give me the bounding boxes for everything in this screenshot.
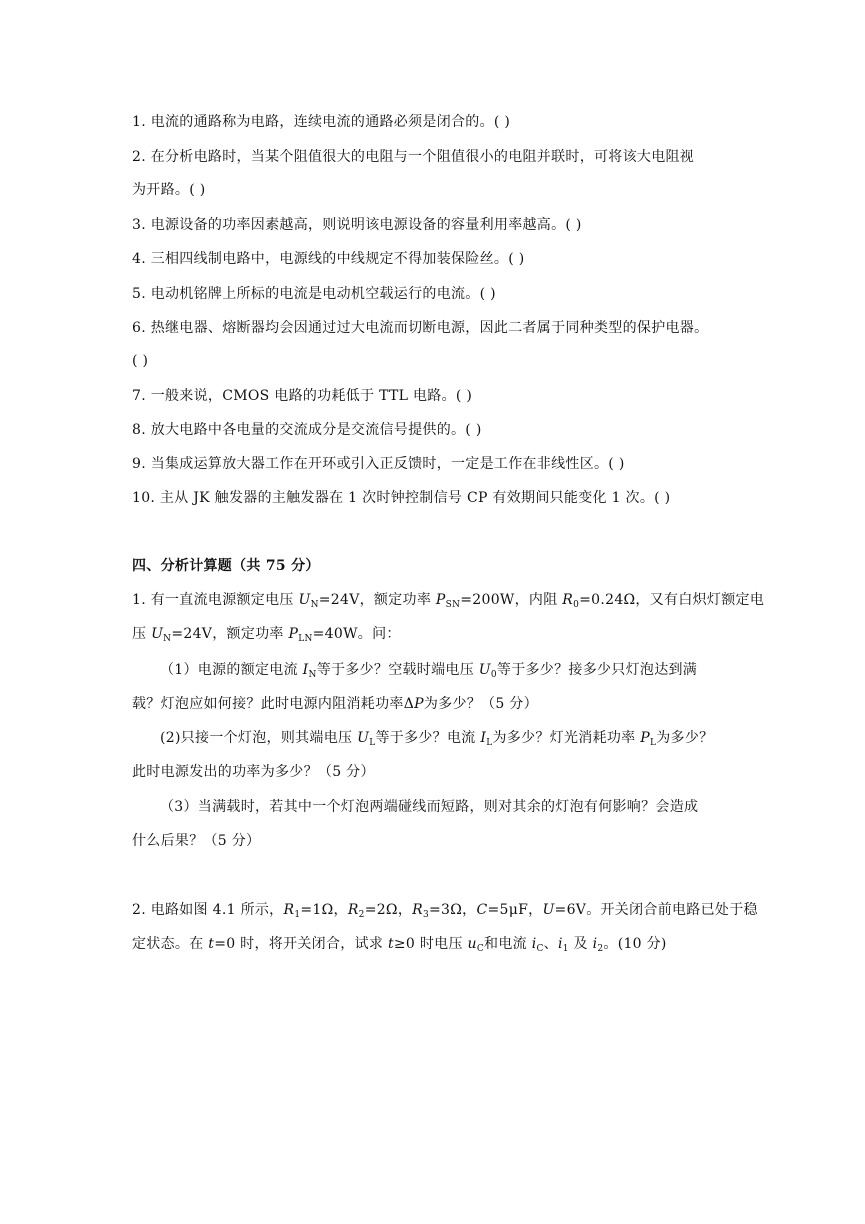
q2-line-1: 2. 电路如图 4.1 所示，$R_1=1\Omega$，$R_2=2\Omega$，$R_3=3\Omega$，C=5μF，U=6V。开关闭合前电路已处于稳 (132, 902, 758, 920)
judgement-item-2-line-1: 2. 在分析电路时，当某个阻值很大的电阻与一个阻值很小的电阻并联时，可将该大电阻视 (132, 149, 695, 165)
judgement-item-8: 8. 放大电路中各电量的交流成分是交流信号提供的。( ) (132, 422, 482, 438)
judgement-item-6-line-2: ( ) (132, 353, 149, 369)
q1-sub3-line-1: （3）当满载时，若其中一个灯泡两端碰线而短路，则对其余的灯泡有何影响？会造成 (160, 799, 699, 815)
q1-sub1-line-1: （1）电源的额定电流 $I_N$等于多少？空载时端电压 $U_0$等于多少？接多少只灯泡达到满 (160, 662, 698, 680)
q1-line-2: 压 $U_N=24V$，额定功率 $P_{LN}=40W$。问： (132, 626, 401, 644)
section-heading: 四、分析计算题（共 75 分） (132, 558, 320, 574)
judgement-item-2-line-2: 为开路。( ) (132, 182, 206, 198)
judgement-item-3: 3. 电源设备的功率因素越高，则说明该电源设备的容量利用率越高。( ) (132, 217, 582, 233)
judgement-item-6-line-1: 6. 热继电器、熔断器均会因通过过大电流而切断电源，因此二者属于同种类型的保护电器。 (132, 320, 709, 336)
judgement-item-7: 7. 一般来说，CMOS 电路的功耗低于 TTL 电路。( ) (132, 388, 473, 404)
q1-sub2-line-2: 此时电源发出的功率为多少？（5 分） (132, 764, 375, 780)
judgement-item-4: 4. 三相四线制电路中，电源线的中线规定不得加装保险丝。( ) (132, 251, 525, 267)
q2-line-2: 定状态。在 t=0 时，将开关闭合，试求 t≥0 时电压 $u_C$和电流 $i_C$、$i_1$ 及 $i_2$。(10 分) (132, 936, 667, 954)
judgement-item-10: 10. 主从 JK 触发器的主触发器在 1 次时钟控制信号 CP 有效期间只能变化 1 次。( ) (132, 490, 671, 506)
judgement-item-5: 5. 电动机铭牌上所标的电流是电动机空载运行的电流。( ) (132, 286, 496, 302)
q1-sub3-line-2: 什么后果？（5 分） (132, 833, 261, 849)
judgement-item-1: 1. 电流的通路称为电路，连续电流的通路必须是闭合的。( ) (132, 114, 511, 130)
judgement-item-9: 9. 当集成运算放大器工作在开环或引入正反馈时，一定是工作在非线性区。( ) (132, 456, 625, 472)
q1-line-1: 1. 有一直流电源额定电压 $U_N=24V$，额定功率 $P_{SN}=200W$，内阻 $R_0=0.24\Omega$，又有白炽灯额定电 (132, 592, 765, 610)
q1-sub1-line-2: 载？灯泡应如何接？此时电源内阻消耗功率ΔP为多少？（5 分） (132, 696, 538, 712)
q1-sub2-line-1: (2)只接一个灯泡，则其端电压 $U_L$等于多少？电流 $I_L$为多少？灯光消耗功率 $P_L$为多少？ (160, 730, 714, 748)
